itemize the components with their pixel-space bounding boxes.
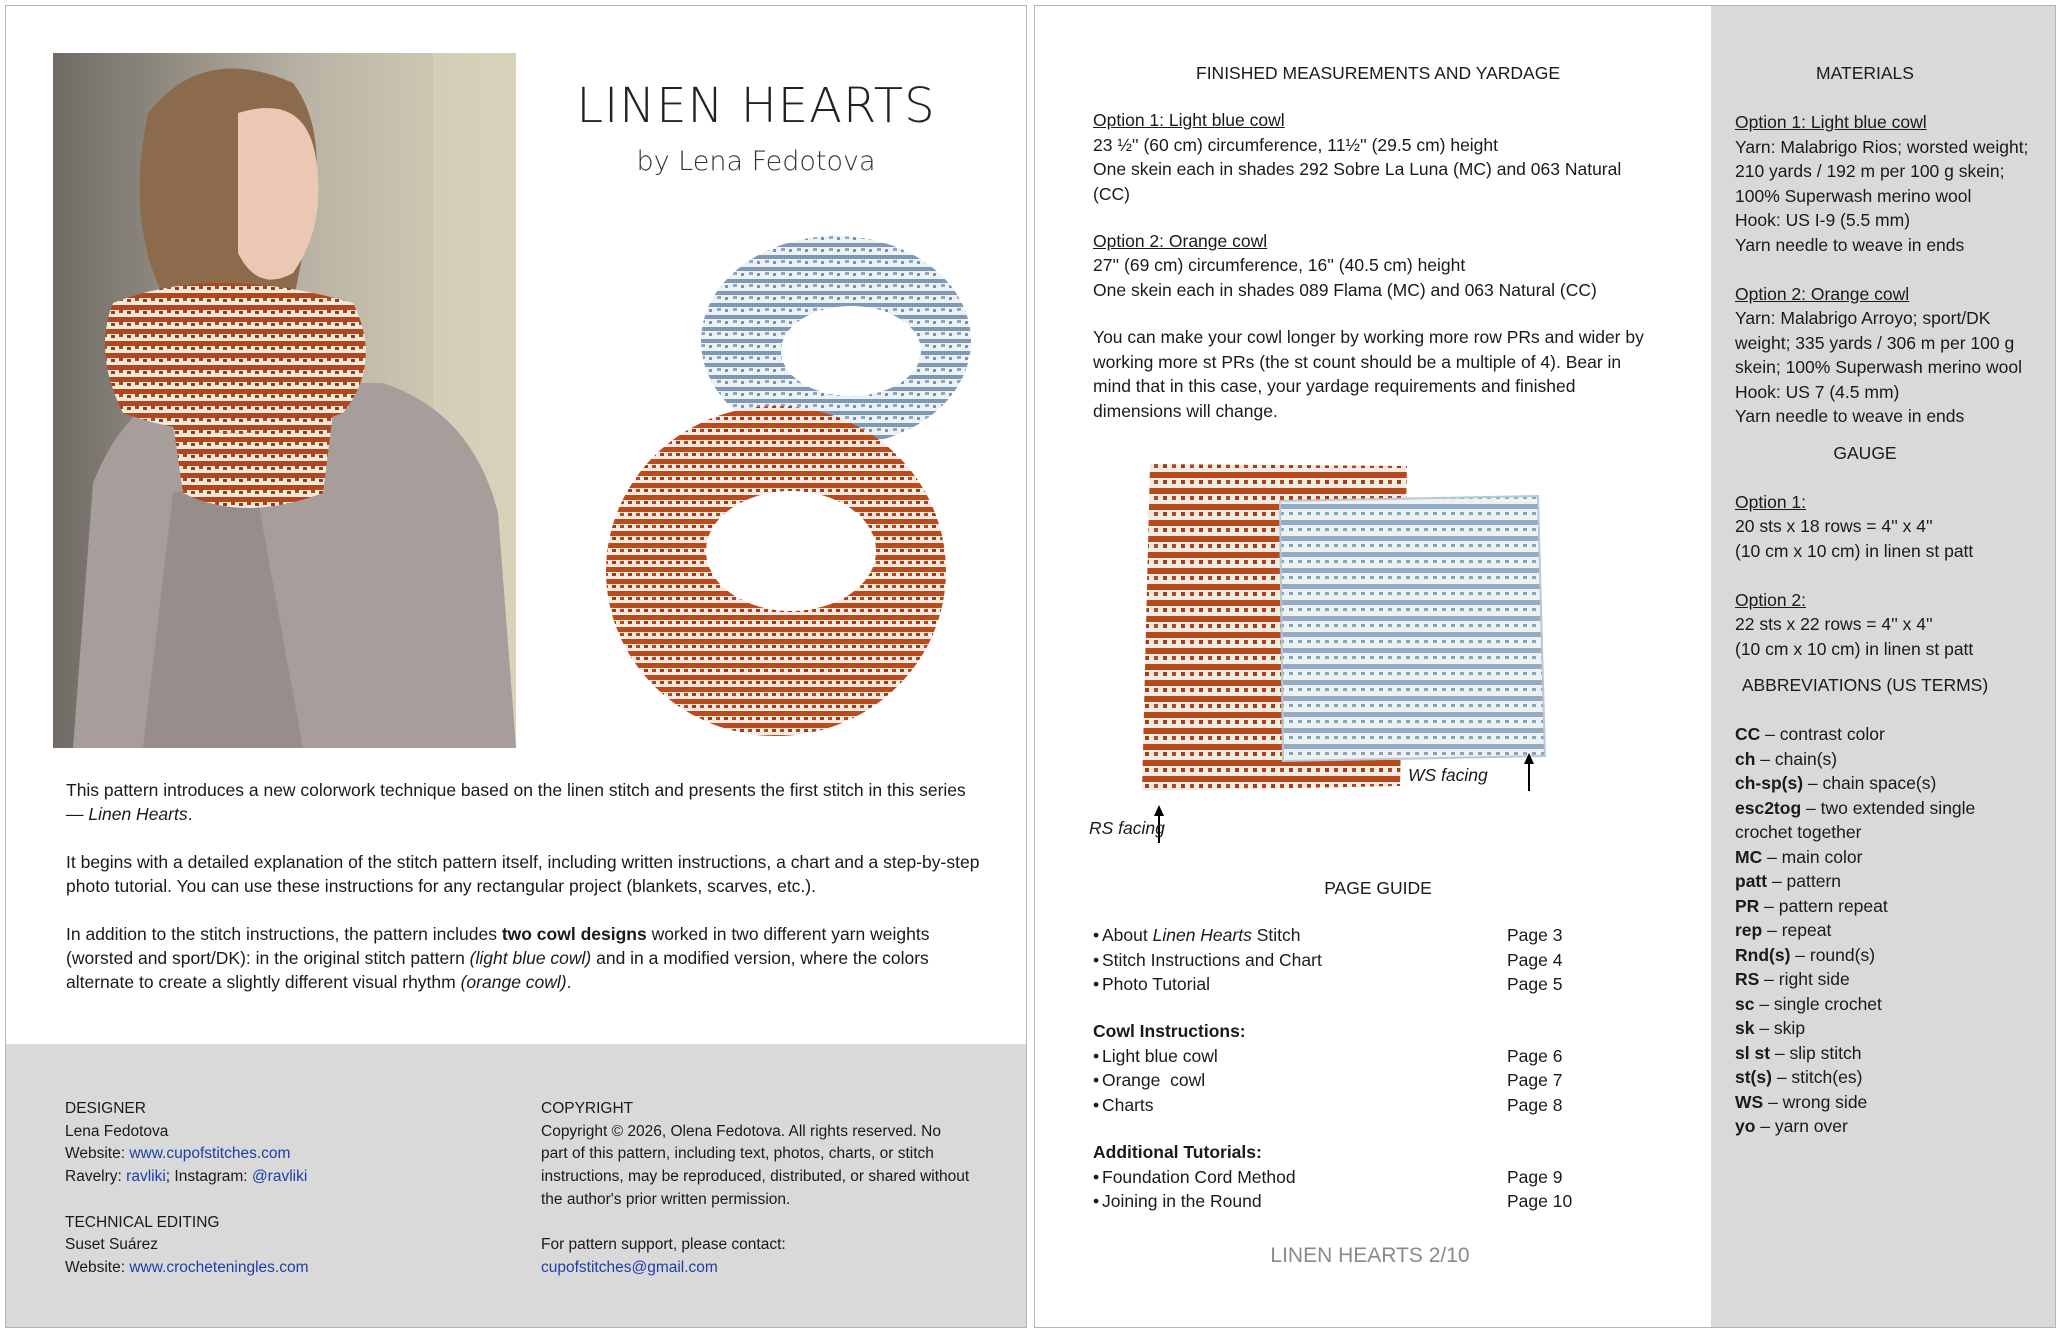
intro-paragraph-1: This pattern introduces a new colorwork technique based on the linen stitch and presents the first stitch in this series — Linen Hearts. — [66, 780, 966, 824]
abbreviation-item — [1735, 1090, 2035, 1115]
designer-name: Lena Fedotova — [65, 1122, 169, 1140]
ws-facing-label: WS facing — [1408, 765, 1488, 785]
designer-website-line: Website: www.cupofstitches.com — [65, 1145, 291, 1163]
additional-tutorials-heading: Additional Tutorials: — [1093, 1142, 1262, 1163]
abbreviation-definition: – chain space(s) — [1803, 773, 1937, 793]
measurements-option-1-size: 23 ½'' (60 cm) circumference, 11½'' (29.5 cm) height — [1093, 134, 1499, 155]
abbreviation-definition: – chain(s) — [1755, 748, 1838, 769]
abbreviations-heading: ABBREVIATIONS (US TERMS) — [1741, 675, 1989, 695]
abbreviation-term: RS — [1735, 969, 1760, 989]
tech-editor-name: Suset Suárez — [65, 1236, 159, 1254]
materials-option-1-needle: Yarn needle to weave in ends — [1735, 234, 1965, 255]
page-footer: LINEN HEARTS 2/10 — [1270, 1244, 1470, 1267]
materials-option-1-yarn: Yarn: Malabrigo Rios; worsted weight; 210 yards / 192 m per 100 g skein; 100% Superwash merino wool — [1735, 136, 2029, 206]
abbreviation-definition: – two extended single crochet together — [1735, 797, 1976, 842]
guide-row-orange[interactable]: • Orange cowl Page 7 — [1093, 1068, 1663, 1093]
abbreviation-definition: – yarn over — [1755, 1116, 1848, 1136]
gauge-option-2-heading: Option 2: — [1735, 589, 1807, 610]
abbreviation-term: patt — [1735, 871, 1768, 891]
guide-row-charts[interactable]: • Charts Page 8 — [1093, 1093, 1663, 1118]
tech-editing-heading: TECHNICAL EDITING — [65, 1213, 220, 1231]
main-column — [1093, 61, 1663, 423]
abbreviation-item — [1735, 967, 2035, 992]
copyright-text: Copyright © 2026, Olena Fedotova. All rights reserved. No part of this pattern, including text, photos, charts, or stitch instructions, may be reproduced, distributed, or shared without the author's prior written permission. — [541, 1122, 970, 1208]
abbreviation-definition: – single crochet — [1754, 993, 1882, 1014]
rs-facing-arrowhead — [1154, 805, 1164, 816]
copyright-heading: COPYRIGHT — [541, 1100, 634, 1117]
materials-heading: MATERIALS — [1816, 63, 1914, 83]
gauge-option-2-line-2: (10 cm x 10 cm) in linen st patt — [1735, 638, 1974, 659]
abbreviation-definition: – main color — [1762, 846, 1863, 867]
intro-paragraph-2: It begins with a detailed explanation of the stitch pattern itself, including written instructions, a chart and a step-by-step photo tutorial. You can use these instructions for any rectangular project (blankets, scarves, etc.). — [66, 852, 980, 896]
abbreviation-item — [1735, 992, 2035, 1017]
abbreviation-term: st(s) — [1735, 1067, 1772, 1087]
designer-social-line: Ravelry: ravliki; Instagram: @ravliki — [65, 1168, 308, 1186]
abbreviation-definition: – right side — [1759, 969, 1850, 989]
gauge-option-2-line-1: 22 sts x 22 rows = 4'' x 4'' — [1735, 614, 1933, 634]
abbreviation-definition: – stitch(es) — [1771, 1067, 1863, 1087]
measurements-option-2-size: 27'' (69 cm) circumference, 16'' (40.5 cm) height — [1093, 255, 1466, 276]
abbreviation-item — [1735, 943, 2035, 968]
gauge-heading: GAUGE — [1833, 442, 1897, 463]
guide-page-foundation: Page 9 — [1507, 1166, 1563, 1187]
pattern-title: LINEN HEARTS — [576, 78, 936, 134]
woman-wearing-cowl-photo — [53, 53, 516, 748]
measurements-option-2-heading: Option 2: Orange cowl — [1093, 230, 1268, 251]
credits-column — [65, 1098, 505, 1280]
credits-footer — [6, 1044, 1027, 1328]
abbreviation-item — [1735, 747, 2035, 772]
abbreviation-item — [1735, 771, 2035, 796]
swatches-photo — [1115, 456, 1635, 851]
materials-option-1-hook: Hook: US I-9 (5.5 mm) — [1735, 210, 1911, 230]
abbreviation-item — [1735, 796, 2035, 845]
abbreviation-item — [1735, 722, 2035, 747]
guide-page-photo: Page 5 — [1507, 974, 1563, 995]
intro-paragraph-3: In addition to the stitch instructions, the pattern includes two cowl designs worked in two different yarn weights (worsted and sport/DK): in the original stitch pattern (light blue cowl) and in a modified version, where the colors alternate to create a slightly different visual rhythm (orange cowl). — [66, 924, 930, 992]
abbreviation-definition: – skip — [1754, 1018, 1806, 1038]
designer-byline: by Lena Fedotova — [636, 146, 876, 177]
abbreviation-term: CC — [1735, 724, 1761, 744]
guide-page-about: Page 3 — [1507, 925, 1563, 946]
materials-option-2-hook: Hook: US 7 (4.5 mm) — [1735, 381, 1900, 402]
guide-row-photo[interactable]: • Photo Tutorial Page 5 — [1093, 972, 1663, 997]
support-email-link[interactable]: cupofstitches@gmail.com — [541, 1258, 718, 1276]
guide-page-orange: Page 7 — [1507, 1070, 1563, 1091]
abbreviation-term: MC — [1735, 846, 1763, 867]
gauge-option-1-line-2: (10 cm x 10 cm) in linen st patt — [1735, 540, 1974, 561]
abbreviation-term: WS — [1735, 1091, 1764, 1112]
materials-sidebar — [1711, 6, 2056, 1328]
abbreviation-term: esc2tog — [1735, 797, 1802, 818]
abbreviation-term: PR — [1735, 895, 1760, 916]
designer-website-link[interactable]: www.cupofstitches.com — [129, 1145, 291, 1163]
materials-option-2-needle: Yarn needle to weave in ends — [1735, 406, 1965, 426]
guide-row-stitch[interactable]: • Stitch Instructions and Chart Page 4 — [1093, 948, 1663, 973]
guide-row-light-blue[interactable]: • Light blue cowl Page 6 — [1093, 1044, 1663, 1069]
designer-heading: DESIGNER — [65, 1100, 146, 1117]
materials-option-2-heading: Option 2: Orange cowl — [1735, 283, 1910, 304]
abbreviation-definition: – pattern — [1767, 871, 1842, 891]
ravelry-link[interactable]: ravliki — [126, 1168, 166, 1186]
guide-page-light-blue: Page 6 — [1507, 1045, 1563, 1066]
measurements-option-1-heading: Option 1: Light blue cowl — [1093, 110, 1285, 131]
abbreviation-item — [1735, 869, 2035, 894]
materials-option-2-yarn: Yarn: Malabrigo Arroyo; sport/DK weight; 335 yards / 306 m per 100 g skein; 100% Superwash merino wool — [1735, 308, 2022, 377]
tech-editor-website-line: Website: www.crocheteningles.com — [65, 1258, 309, 1276]
abbreviation-definition: – wrong side — [1763, 1091, 1868, 1112]
abbreviation-item — [1735, 1016, 2035, 1041]
abbreviation-definition: – repeat — [1762, 920, 1832, 940]
rs-facing-label: RS facing — [1089, 818, 1165, 838]
page-guide-heading: PAGE GUIDE — [1324, 878, 1432, 898]
swatches-figure — [1089, 456, 1635, 851]
abbreviation-definition: – round(s) — [1790, 944, 1876, 965]
abbreviation-term: sk — [1735, 1018, 1755, 1038]
measurements-option-1-yarn: One skein each in shades 292 Sobre La Luna (MC) and 063 Natural (CC) — [1093, 159, 1622, 204]
guide-row-joining[interactable]: • Joining in the Round Page 10 — [1093, 1189, 1663, 1214]
guide-row-foundation[interactable]: • Foundation Cord Method Page 9 — [1093, 1165, 1663, 1190]
page-1 — [5, 5, 1027, 1328]
abbreviations-list — [1735, 722, 2035, 1139]
abbreviation-term: ch — [1735, 748, 1756, 769]
abbreviation-definition: – slip stitch — [1770, 1042, 1862, 1063]
gauge-option-1-heading: Option 1: — [1735, 491, 1807, 512]
abbreviation-term: Rnd(s) — [1735, 944, 1791, 965]
page-guide — [1093, 876, 1663, 1214]
abbreviation-definition: – pattern repeat — [1759, 895, 1888, 916]
intro-text — [66, 778, 986, 1018]
instagram-link[interactable]: @ravliki — [251, 1168, 308, 1186]
guide-page-stitch: Page 4 — [1507, 949, 1563, 970]
measurements-option-2-yarn: One skein each in shades 089 Flama (MC) and 063 Natural (CC) — [1093, 279, 1597, 300]
guide-row-about[interactable]: • About Linen Hearts Stitch Page 3 — [1093, 923, 1663, 948]
abbreviation-definition: – contrast color — [1760, 724, 1885, 744]
abbreviation-item — [1735, 1041, 2035, 1066]
abbreviation-item — [1735, 1065, 2035, 1090]
abbreviation-item — [1735, 894, 2035, 919]
abbreviation-term: sc — [1735, 993, 1755, 1014]
guide-page-joining: Page 10 — [1507, 1191, 1573, 1212]
page-2 — [1034, 5, 2056, 1328]
cowl-instructions-heading: Cowl Instructions: — [1093, 1021, 1246, 1042]
measurements-note: You can make your cowl longer by working more row PRs and wider by working more st PRs (the st count should be a multiple of 4). Bear in mind that in this case, your yardage requirements and finished dimensions will change. — [1093, 327, 1644, 421]
copyright-column — [541, 1098, 971, 1280]
abbreviation-term: ch-sp(s) — [1735, 773, 1804, 793]
abbreviation-term: yo — [1735, 1116, 1756, 1136]
measurements-heading: FINISHED MEASUREMENTS AND YARDAGE — [1196, 63, 1560, 83]
cowls-photo — [586, 231, 976, 741]
abbreviation-term: rep — [1735, 920, 1763, 940]
abbreviation-term: sl st — [1735, 1042, 1771, 1063]
guide-page-charts: Page 8 — [1507, 1094, 1563, 1115]
abbreviation-item — [1735, 845, 2035, 870]
tech-editor-website-link[interactable]: www.crocheteningles.com — [129, 1258, 309, 1276]
abbreviation-item — [1735, 1114, 2035, 1139]
gauge-option-1-line-1: 20 sts x 18 rows = 4'' x 4'' — [1735, 516, 1933, 536]
abbreviation-item — [1735, 918, 2035, 943]
support-text: For pattern support, please contact: — [541, 1236, 786, 1254]
materials-option-1-heading: Option 1: Light blue cowl — [1735, 112, 1927, 132]
